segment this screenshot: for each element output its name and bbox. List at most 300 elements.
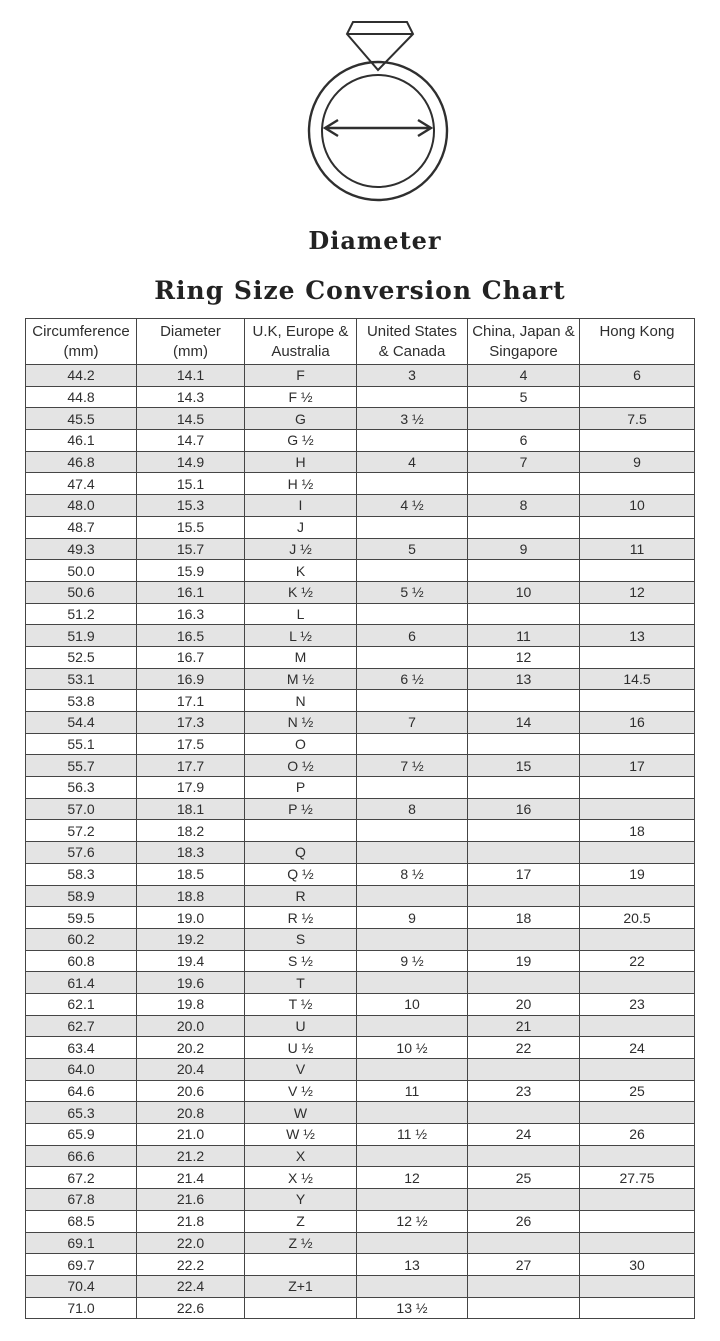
table-cell: U ½ xyxy=(245,1037,357,1059)
table-cell xyxy=(245,1297,357,1319)
table-cell: 47.4 xyxy=(26,473,137,495)
table-cell: 22.4 xyxy=(137,1275,245,1297)
table-cell: I xyxy=(245,495,357,517)
table-cell: 19.0 xyxy=(137,907,245,929)
table-cell: 21.2 xyxy=(137,1145,245,1167)
table-cell: 11 xyxy=(468,625,580,647)
table-cell: 21 xyxy=(468,1015,580,1037)
table-cell: 50.0 xyxy=(26,560,137,582)
table-cell: 12 xyxy=(468,646,580,668)
table-cell xyxy=(468,408,580,430)
table-row xyxy=(26,646,695,668)
table-cell: 10 ½ xyxy=(357,1037,468,1059)
table-row xyxy=(26,473,695,495)
table-cell: 50.6 xyxy=(26,581,137,603)
table-cell: Q xyxy=(245,842,357,864)
column-header: Hong Kong xyxy=(580,319,695,365)
table-row xyxy=(26,668,695,690)
table-cell: 4 xyxy=(357,451,468,473)
table-cell xyxy=(580,646,695,668)
table-row xyxy=(26,1189,695,1211)
table-row xyxy=(26,755,695,777)
table-cell: 10 xyxy=(357,993,468,1015)
table-row xyxy=(26,1275,695,1297)
table-cell: 3 ½ xyxy=(357,408,468,430)
table-cell xyxy=(468,560,580,582)
table-cell: 18.1 xyxy=(137,798,245,820)
ring-inner-circle xyxy=(322,75,434,187)
table-row xyxy=(26,581,695,603)
table-cell xyxy=(468,733,580,755)
table-cell xyxy=(580,1102,695,1124)
table-row xyxy=(26,408,695,430)
table-cell xyxy=(580,560,695,582)
table-cell: W ½ xyxy=(245,1124,357,1146)
table-cell: 53.1 xyxy=(26,668,137,690)
table-cell: 14.5 xyxy=(137,408,245,430)
table-cell xyxy=(580,430,695,452)
table-cell xyxy=(357,972,468,994)
table-cell xyxy=(580,603,695,625)
table-cell xyxy=(468,516,580,538)
table-cell: 48.7 xyxy=(26,516,137,538)
table-cell: 58.9 xyxy=(26,885,137,907)
table-cell: 16.5 xyxy=(137,625,245,647)
column-header: U.K, Europe & Australia xyxy=(245,319,357,365)
table-cell: 66.6 xyxy=(26,1145,137,1167)
table-cell: 62.7 xyxy=(26,1015,137,1037)
table-cell: 14.9 xyxy=(137,451,245,473)
table-cell xyxy=(357,733,468,755)
table-cell xyxy=(468,928,580,950)
table-cell: 44.2 xyxy=(26,365,137,387)
table-cell: 16.7 xyxy=(137,646,245,668)
table-cell xyxy=(580,798,695,820)
table-cell: 5 xyxy=(468,386,580,408)
table-row xyxy=(26,560,695,582)
table-cell: 18.8 xyxy=(137,885,245,907)
table-cell: Q ½ xyxy=(245,863,357,885)
table-row xyxy=(26,1037,695,1059)
table-cell: 18.3 xyxy=(137,842,245,864)
table-cell xyxy=(357,1189,468,1211)
table-row xyxy=(26,1254,695,1276)
table-cell: 30 xyxy=(580,1254,695,1276)
table-cell: Z xyxy=(245,1210,357,1232)
table-cell: 15.1 xyxy=(137,473,245,495)
table-row xyxy=(26,928,695,950)
table-cell: 21.6 xyxy=(137,1189,245,1211)
table-cell: 6 xyxy=(468,430,580,452)
table-cell: 18.2 xyxy=(137,820,245,842)
table-cell xyxy=(357,603,468,625)
table-cell: 20.5 xyxy=(580,907,695,929)
table-cell: 15 xyxy=(468,755,580,777)
table-row xyxy=(26,733,695,755)
column-header: Circumference (mm) xyxy=(26,319,137,365)
table-cell: 14 xyxy=(468,712,580,734)
table-row xyxy=(26,972,695,994)
table-cell: 65.3 xyxy=(26,1102,137,1124)
table-cell: 11 xyxy=(580,538,695,560)
table-cell: 16 xyxy=(580,712,695,734)
table-cell: 10 xyxy=(580,495,695,517)
ring-illustration xyxy=(295,12,455,255)
table-cell: 19.4 xyxy=(137,950,245,972)
table-cell: 55.7 xyxy=(26,755,137,777)
table-row xyxy=(26,625,695,647)
table-cell: 22.2 xyxy=(137,1254,245,1276)
table-cell: 22.6 xyxy=(137,1297,245,1319)
table-row xyxy=(26,777,695,799)
table-cell xyxy=(580,1015,695,1037)
table-cell: G ½ xyxy=(245,430,357,452)
table-cell: 56.3 xyxy=(26,777,137,799)
table-cell: 14.1 xyxy=(137,365,245,387)
table-row xyxy=(26,451,695,473)
table-cell xyxy=(468,603,580,625)
table-cell: 25 xyxy=(580,1080,695,1102)
table-cell: W xyxy=(245,1102,357,1124)
table-cell: 7 xyxy=(468,451,580,473)
table-cell xyxy=(357,885,468,907)
table-cell: 60.8 xyxy=(26,950,137,972)
table-row xyxy=(26,907,695,929)
table-cell xyxy=(580,1297,695,1319)
table-row xyxy=(26,386,695,408)
page-title: Ring Size Conversion Chart xyxy=(154,276,566,305)
table-cell: 22 xyxy=(468,1037,580,1059)
table-cell xyxy=(580,928,695,950)
table-cell: 18.5 xyxy=(137,863,245,885)
table-cell: H xyxy=(245,451,357,473)
table-cell xyxy=(245,820,357,842)
table-cell xyxy=(357,928,468,950)
table-cell xyxy=(357,386,468,408)
table-cell: 49.3 xyxy=(26,538,137,560)
table-cell: L ½ xyxy=(245,625,357,647)
diameter-label: Diameter xyxy=(308,226,442,255)
table-cell: F ½ xyxy=(245,386,357,408)
table-cell xyxy=(357,430,468,452)
table-cell: P xyxy=(245,777,357,799)
table-cell: 15.9 xyxy=(137,560,245,582)
table-cell: 8 xyxy=(357,798,468,820)
table-cell: 26 xyxy=(468,1210,580,1232)
table-cell xyxy=(580,885,695,907)
table-cell xyxy=(357,1145,468,1167)
table-cell: 46.8 xyxy=(26,451,137,473)
table-cell: 16.9 xyxy=(137,668,245,690)
table-cell: 57.2 xyxy=(26,820,137,842)
table-cell: 68.5 xyxy=(26,1210,137,1232)
table-row xyxy=(26,1232,695,1254)
table-cell: H ½ xyxy=(245,473,357,495)
table-cell: R ½ xyxy=(245,907,357,929)
table-cell: Y xyxy=(245,1189,357,1211)
table-cell: S xyxy=(245,928,357,950)
table-cell: 13 xyxy=(468,668,580,690)
table-cell: 67.8 xyxy=(26,1189,137,1211)
table-body xyxy=(26,365,695,1319)
table-cell: 46.1 xyxy=(26,430,137,452)
table-row xyxy=(26,495,695,517)
table-cell: 11 ½ xyxy=(357,1124,468,1146)
table-cell: 12 xyxy=(580,581,695,603)
table-row xyxy=(26,1080,695,1102)
table-cell xyxy=(357,842,468,864)
table-row xyxy=(26,863,695,885)
table-cell: U xyxy=(245,1015,357,1037)
table-cell xyxy=(468,1102,580,1124)
table-cell: 15.5 xyxy=(137,516,245,538)
table-row xyxy=(26,1297,695,1319)
table-cell: 60.2 xyxy=(26,928,137,950)
table-cell: 51.2 xyxy=(26,603,137,625)
table-cell xyxy=(468,1297,580,1319)
table-cell xyxy=(357,1015,468,1037)
table-cell: 14.5 xyxy=(580,668,695,690)
table-cell xyxy=(357,820,468,842)
table-cell: S ½ xyxy=(245,950,357,972)
table-header-row xyxy=(26,319,695,365)
table-cell xyxy=(357,473,468,495)
table-row xyxy=(26,1124,695,1146)
table-cell: 48.0 xyxy=(26,495,137,517)
table-row xyxy=(26,1210,695,1232)
table-cell: 16.1 xyxy=(137,581,245,603)
table-cell: J ½ xyxy=(245,538,357,560)
table-row xyxy=(26,365,695,387)
table-row xyxy=(26,690,695,712)
table-cell: T xyxy=(245,972,357,994)
table-cell: 22 xyxy=(580,950,695,972)
table-cell: 9 xyxy=(357,907,468,929)
table-cell: 21.0 xyxy=(137,1124,245,1146)
table-cell: 27 xyxy=(468,1254,580,1276)
table-cell: 17.5 xyxy=(137,733,245,755)
table-cell: V ½ xyxy=(245,1080,357,1102)
table-cell: 19 xyxy=(468,950,580,972)
table-row xyxy=(26,993,695,1015)
table-cell xyxy=(580,386,695,408)
table-cell: 59.5 xyxy=(26,907,137,929)
table-cell: 11 xyxy=(357,1080,468,1102)
table-cell: 15.3 xyxy=(137,495,245,517)
table-cell: 26 xyxy=(580,1124,695,1146)
table-cell: X xyxy=(245,1145,357,1167)
table-cell: K xyxy=(245,560,357,582)
table-cell: 17 xyxy=(580,755,695,777)
table-cell: 7 ½ xyxy=(357,755,468,777)
table-cell: 6 ½ xyxy=(357,668,468,690)
table-cell: O xyxy=(245,733,357,755)
table-cell: 8 ½ xyxy=(357,863,468,885)
table-header xyxy=(26,319,695,365)
table-cell: 52.5 xyxy=(26,646,137,668)
table-cell: 54.4 xyxy=(26,712,137,734)
table-cell: 6 xyxy=(580,365,695,387)
table-cell: 14.7 xyxy=(137,430,245,452)
table-cell: 20.2 xyxy=(137,1037,245,1059)
table-cell: X ½ xyxy=(245,1167,357,1189)
table-cell: 63.4 xyxy=(26,1037,137,1059)
table-cell: G xyxy=(245,408,357,430)
table-cell xyxy=(468,885,580,907)
table-row xyxy=(26,1015,695,1037)
table-cell: 19.8 xyxy=(137,993,245,1015)
ring-size-table xyxy=(25,318,695,1319)
table-cell: 61.4 xyxy=(26,972,137,994)
table-cell: 16 xyxy=(468,798,580,820)
table-row xyxy=(26,885,695,907)
table-cell: 8 xyxy=(468,495,580,517)
table-cell: 69.7 xyxy=(26,1254,137,1276)
table-cell: Z+1 xyxy=(245,1275,357,1297)
table-cell: R xyxy=(245,885,357,907)
diameter-arrow-icon xyxy=(325,120,431,136)
table-cell xyxy=(357,1102,468,1124)
table-cell: P ½ xyxy=(245,798,357,820)
table-cell xyxy=(468,777,580,799)
table-cell: 22.0 xyxy=(137,1232,245,1254)
table-row xyxy=(26,516,695,538)
table-cell: 70.4 xyxy=(26,1275,137,1297)
table-cell: 71.0 xyxy=(26,1297,137,1319)
table-cell: 3 xyxy=(357,365,468,387)
table-cell: 23 xyxy=(468,1080,580,1102)
table-cell: 7.5 xyxy=(580,408,695,430)
table-cell: F xyxy=(245,365,357,387)
table-cell: N xyxy=(245,690,357,712)
table-cell: 69.1 xyxy=(26,1232,137,1254)
table-cell xyxy=(580,1275,695,1297)
table-cell xyxy=(357,516,468,538)
table-cell: 65.9 xyxy=(26,1124,137,1146)
table-cell: 13 xyxy=(357,1254,468,1276)
table-cell: 17.7 xyxy=(137,755,245,777)
table-cell: N ½ xyxy=(245,712,357,734)
table-row xyxy=(26,1059,695,1081)
table-cell: 62.1 xyxy=(26,993,137,1015)
table-cell xyxy=(580,1232,695,1254)
table-row xyxy=(26,842,695,864)
table-cell: 12 ½ xyxy=(357,1210,468,1232)
table-cell: T ½ xyxy=(245,993,357,1015)
table-cell xyxy=(580,690,695,712)
table-cell xyxy=(468,1145,580,1167)
table-row xyxy=(26,820,695,842)
table-cell: 20.8 xyxy=(137,1102,245,1124)
table-row xyxy=(26,1102,695,1124)
table-cell: 20 xyxy=(468,993,580,1015)
table-cell: 10 xyxy=(468,581,580,603)
table-cell: 5 ½ xyxy=(357,581,468,603)
table-cell: 6 xyxy=(357,625,468,647)
table-cell xyxy=(580,842,695,864)
table-cell xyxy=(580,733,695,755)
table-cell: 20.4 xyxy=(137,1059,245,1081)
table-cell: 64.6 xyxy=(26,1080,137,1102)
table-cell: 15.7 xyxy=(137,538,245,560)
table-cell xyxy=(468,473,580,495)
table-cell: 17.1 xyxy=(137,690,245,712)
table-cell: 20.6 xyxy=(137,1080,245,1102)
table-cell xyxy=(580,777,695,799)
table-cell: M ½ xyxy=(245,668,357,690)
table-cell: 25 xyxy=(468,1167,580,1189)
table-cell xyxy=(245,1254,357,1276)
table-cell: 9 xyxy=(580,451,695,473)
table-cell: 24 xyxy=(468,1124,580,1146)
table-cell: 18 xyxy=(468,907,580,929)
table-cell: 19 xyxy=(580,863,695,885)
table-cell: 23 xyxy=(580,993,695,1015)
table-cell xyxy=(580,473,695,495)
table-cell: 4 xyxy=(468,365,580,387)
table-cell xyxy=(580,1189,695,1211)
table-cell xyxy=(468,690,580,712)
table-cell: 19.6 xyxy=(137,972,245,994)
table-cell xyxy=(357,1232,468,1254)
table-cell xyxy=(580,1210,695,1232)
table-row xyxy=(26,798,695,820)
table-cell: 27.75 xyxy=(580,1167,695,1189)
table-cell xyxy=(468,1059,580,1081)
table-cell: J xyxy=(245,516,357,538)
table-cell: 21.4 xyxy=(137,1167,245,1189)
table-row xyxy=(26,430,695,452)
table-row xyxy=(26,603,695,625)
table-row xyxy=(26,712,695,734)
table-cell: 19.2 xyxy=(137,928,245,950)
table-cell: 20.0 xyxy=(137,1015,245,1037)
table-row xyxy=(26,950,695,972)
table-cell xyxy=(357,690,468,712)
table-cell: 12 xyxy=(357,1167,468,1189)
table-row xyxy=(26,538,695,560)
table-cell: 17.3 xyxy=(137,712,245,734)
table-cell xyxy=(580,972,695,994)
table-cell: V xyxy=(245,1059,357,1081)
table-cell: 55.1 xyxy=(26,733,137,755)
table-cell xyxy=(468,842,580,864)
table-cell: 13 xyxy=(580,625,695,647)
table-cell: 7 xyxy=(357,712,468,734)
column-header: China, Japan & Singapore xyxy=(468,319,580,365)
table-cell: 58.3 xyxy=(26,863,137,885)
table-cell xyxy=(357,560,468,582)
table-cell: 9 ½ xyxy=(357,950,468,972)
table-cell xyxy=(468,1189,580,1211)
table-cell: 13 ½ xyxy=(357,1297,468,1319)
table-cell xyxy=(580,1145,695,1167)
column-header: United States & Canada xyxy=(357,319,468,365)
table-cell xyxy=(357,777,468,799)
table-cell: 51.9 xyxy=(26,625,137,647)
table-cell: 9 xyxy=(468,538,580,560)
table-cell xyxy=(468,1275,580,1297)
table-cell: 57.0 xyxy=(26,798,137,820)
table-cell xyxy=(580,1059,695,1081)
table-cell: K ½ xyxy=(245,581,357,603)
table-cell: 57.6 xyxy=(26,842,137,864)
table-cell xyxy=(357,1275,468,1297)
table-cell xyxy=(468,1232,580,1254)
table-cell: 16.3 xyxy=(137,603,245,625)
table-cell: 45.5 xyxy=(26,408,137,430)
table-cell: 4 ½ xyxy=(357,495,468,517)
